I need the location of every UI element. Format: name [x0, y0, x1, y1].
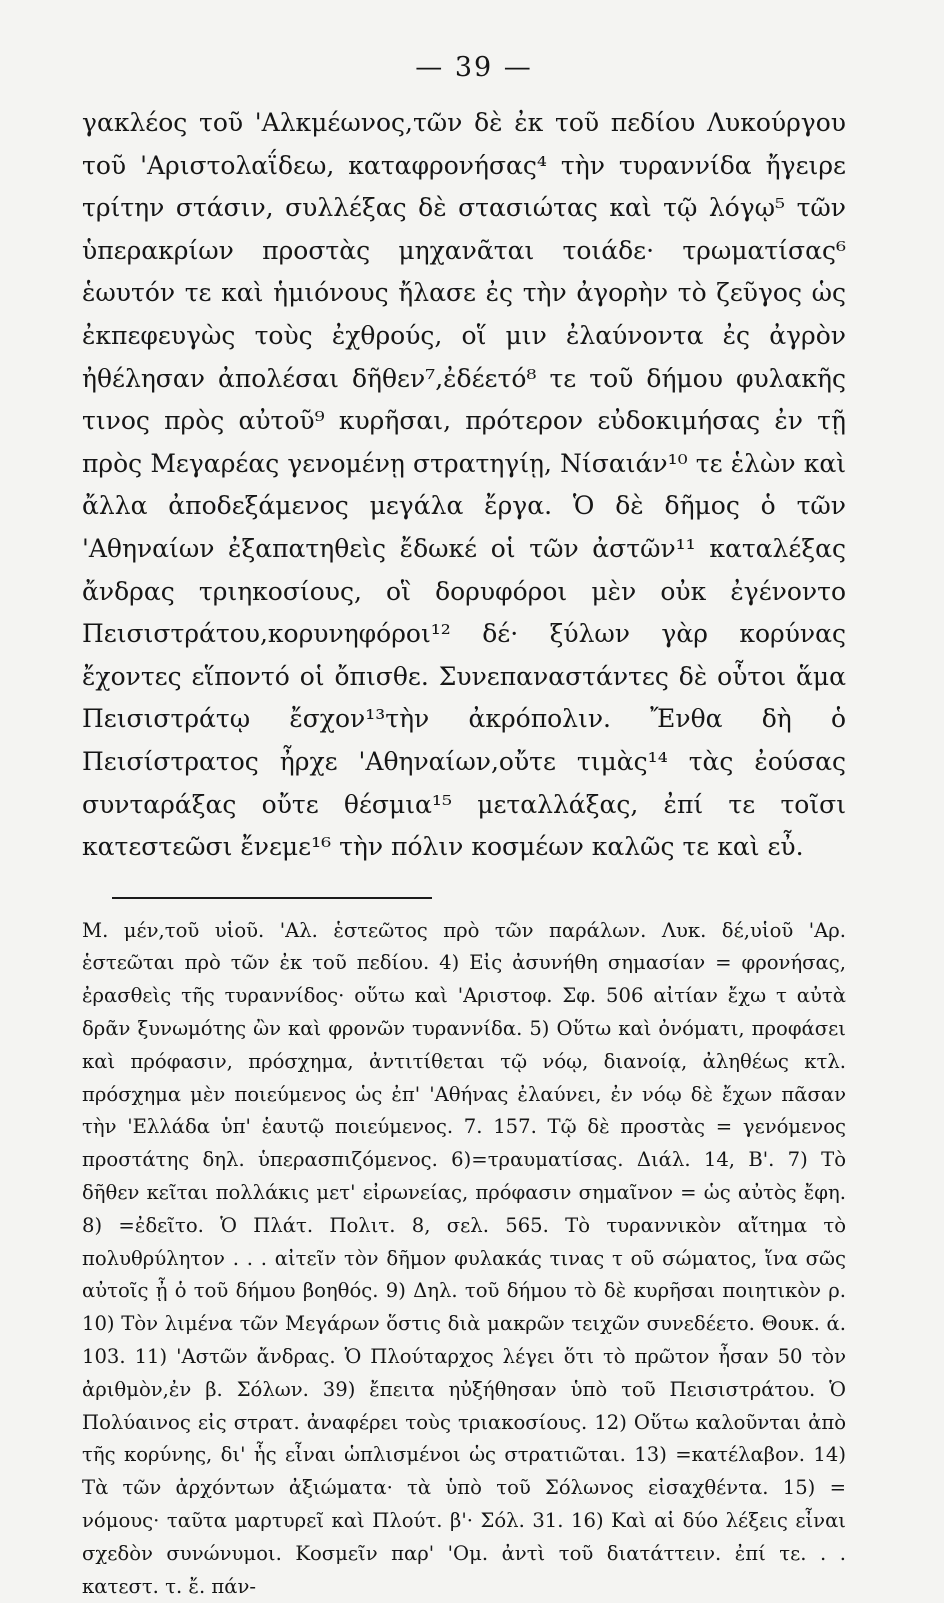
footnotes-text: Μ. μέν,τοῦ υἱοῦ. 'Αλ. ἑστεῶτος πρὸ τῶν παράλων. Λυκ. δέ,υἱοῦ 'Αρ. ἑστεῶται πρὸ τῶν ἐκ τοῦ πεδίου. 4) Εἰς ἀσυνήθη σημασίαν = φρονήσας, ἐρασθεὶς τῆς τυραννίδος· οὕτω καὶ 'Αριστοφ. Σφ. 506 αἰτίαν ἔχω τ αὐτὰ δρᾶν ξυνωμότης ὢν καὶ φρονῶν τυραννίδα. 5) Οὕτω καὶ ὀνόματι, προφάσει καὶ πρόφασιν, πρόσχημα, ἀντιτίθεται τῷ νόῳ, διανοίᾳ, ἀληθέως κτλ. πρόσχημα μὲν ποιεύμενος ὡς ἐπ' 'Αθήνας ἐλαύνει, ἐν νόῳ δὲ ἔχων πᾶσαν τὴν 'Ελλάδα ὑπ' ἑαυτῷ ποιεύμενος. 7. 157. Τῷ δὲ προστὰς = γενόμενος προστάτης δηλ. ὑπερασπιζόμενος. 6)=τραυματίσας. Διάλ. 14, Β'. 7) Τὸ δῆθεν κεῖται πολλάκις μετ' εἰρωνείας, πρόφασιν σημαῖνον = ὡς αὐτὸς ἔφη. 8) =ἐδεῖτο. Ὁ Πλάτ. Πολιτ. 8, σελ. 565. Τὸ τυραννικὸν αἴτημα τὸ πολυθρύλητον . . . αἰτεῖν τὸν δῆμον φυλακάς τινας τ οῦ σώματος, ἵνα σῶς αὐτοῖς ᾖ ὁ τοῦ δήμου βοηθός. 9) Δηλ. τοῦ δήμου τὸ δὲ κυρῆσαι ποιητικὸν ρ. 10) Τὸν λιμένα τῶν Μεγάρων ὅστις διὰ μακρῶν τειχῶν συνεδέετο. Θουκ. ά. 103. 11) 'Αστῶν ἄνδρας. Ὁ Πλούταρχος λέγει ὅτι τὸ πρῶτον ἦσαν 50 τὸν ἀριθμὸν,ἐν β. Σόλων. 39) ἔπειτα ηὐξήθησαν ὑπὸ τοῦ Πεισιστράτου. Ὁ Πολύαινος εἰς στρατ. ἀναφέρει τοὺς τριακοσίους. 12) Οὕτω καλοῦνται ἀπὸ τῆς κορύνης, δι' ἧς εἶναι ὡπλισμένοι ὡς στρατιῶται. 13) =κατέλαβον. 14) Τὰ τῶν ἀρχόντων ἀξιώματα· τὰ ὑπὸ τοῦ Σόλωνος εἰσαχθέντα. 15) = νόμους· ταῦτα μαρτυρεῖ καὶ Πλούτ. β'· Σόλ. 31. 16) Καὶ αἱ δύο λέξεις εἶναι σχεδὸν συνώνυμοι. Κοσμεῖν παρ' 'Ομ. ἀντὶ τοῦ διατάττειν. ἐπί τε. . . κατεστ. τ. ἔ. πάν- — [82, 918, 846, 1598]
footnote-separator-rule — [112, 897, 432, 899]
main-text-block — [82, 102, 846, 869]
page-number: — 39 — — [415, 52, 533, 83]
main-paragraph: γακλέος τοῦ 'Αλκμέωνος,τῶν δὲ ἐκ τοῦ πεδίου Λυκούργου τοῦ 'Αριστολαΐδεω, καταφρονήσας⁴ τὴν τυραννίδα ἤγειρε τρίτην στάσιν, συλλέξας δὲ στασιώτας καὶ τῷ λόγῳ⁵ τῶν ὑπερακρίων προστὰς μηχανᾶται τοιάδε· τρωματίσας⁶ ἑωυτόν τε καὶ ἡμιόνους ἤλασε ἐς τὴν ἀγορὴν τὸ ζεῦγος ὡς ἐκπεφευγὼς τοὺς ἐχθρούς, οἵ μιν ἐλαύνοντα ἐς ἀγρὸν ἠθέλησαν ἀπολέσαι δῆθεν⁷,ἐδέετό⁸ τε τοῦ δήμου φυλακῆς τινος πρὸς αὐτοῦ⁹ κυρῆσαι, πρότερον εὐδοκιμήσας ἐν τῇ πρὸς Μεγαρέας γενομένῃ στρατηγίῃ, Νίσαιάν¹⁰ τε ἑλὼν καὶ ἄλλα ἀποδεξάμενος μεγάλα ἔργα. Ὁ δὲ δῆμος ὁ τῶν 'Αθηναίων ἐξαπατηθεὶς ἔδωκέ οἱ τῶν ἀστῶν¹¹ καταλέξας ἄνδρας τριηκοσίους, οἳ δορυφόροι μὲν οὐκ ἐγένοντο Πεισιστράτου,κορυνηφόροι¹² δέ· ξύλων γὰρ κορύνας ἔχοντες εἵποντό οἱ ὄπισθε. Συνεπαναστάντες δὲ οὗτοι ἅμα Πεισιστράτῳ ἔσχον¹³τὴν ἀκρόπολιν. Ἔνθα δὴ ὁ Πεισίστρατος ἦρχε 'Αθηναίων,οὔτε τιμὰς¹⁴ τὰς ἐούσας συνταράξας οὔτε θέσμια¹⁵ μεταλλάξας, ἐπί τε τοῖσι κατεστεῶσι ἔνεμε¹⁶ τὴν πόλιν κοσμέων καλῶς τε καὶ εὖ. — [82, 108, 846, 862]
